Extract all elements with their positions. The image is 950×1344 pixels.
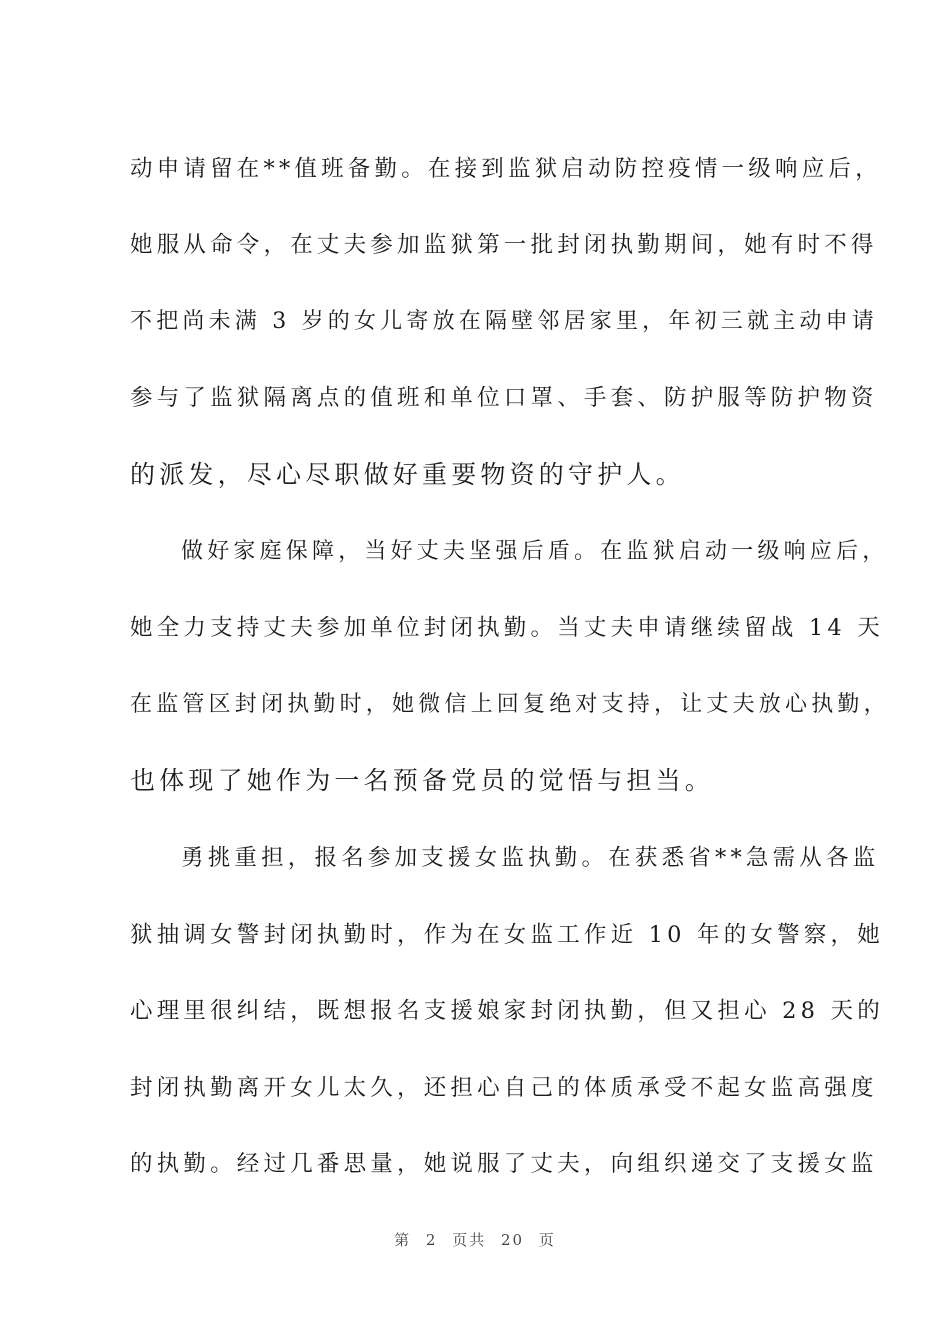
body-text-line: 她全力支持丈夫参加单位封闭执勤。当丈夫申请继续留战 14 天 <box>130 615 884 641</box>
body-text-line: 也体现了她作为一名预备党员的觉悟与担当。 <box>130 766 715 795</box>
body-text-line: 封闭执勤离开女儿太久，还担心自己的体质承受不起女监高强度 <box>130 1075 878 1101</box>
body-text-line: 的派发，尽心尽职做好重要物资的守护人。 <box>130 460 685 489</box>
body-text-line: 参与了监狱隔离点的值班和单位口罩、手套、防护服等防护物资 <box>130 385 878 411</box>
paragraph-first-line: 勇挑重担，报名参加支援女监执勤。在获悉省**急需从各监 <box>181 845 880 871</box>
body-text-line: 动申请留在**值班备勤。在接到监狱启动防控疫情一级响应后， <box>130 156 882 182</box>
paragraph-first-line: 做好家庭保障，当好丈夫坚强后盾。在监狱启动一级响应后， <box>181 539 889 564</box>
body-text-line: 她服从命令，在丈夫参加监狱第一批封闭执勤期间，她有时不得 <box>130 232 878 258</box>
page-footer: 第 2 页共 20 页 <box>394 1231 556 1249</box>
body-text-line: 心理里很纠结，既想报名支援娘家封闭执勤，但又担心 28 天的 <box>130 998 884 1024</box>
body-text-line: 狱抽调女警封闭执勤时，作为在女监工作近 10 年的女警察，她 <box>130 922 884 948</box>
body-text-line: 在监管区封闭执勤时，她微信上回复绝对支持，让丈夫放心执勤， <box>130 692 890 717</box>
body-text-line: 不把尚未满 3 岁的女儿寄放在隔壁邻居家里，年初三就主动申请 <box>130 309 878 334</box>
body-text-line: 的执勤。经过几番思量，她说服了丈夫，向组织递交了支援女监 <box>130 1151 878 1177</box>
